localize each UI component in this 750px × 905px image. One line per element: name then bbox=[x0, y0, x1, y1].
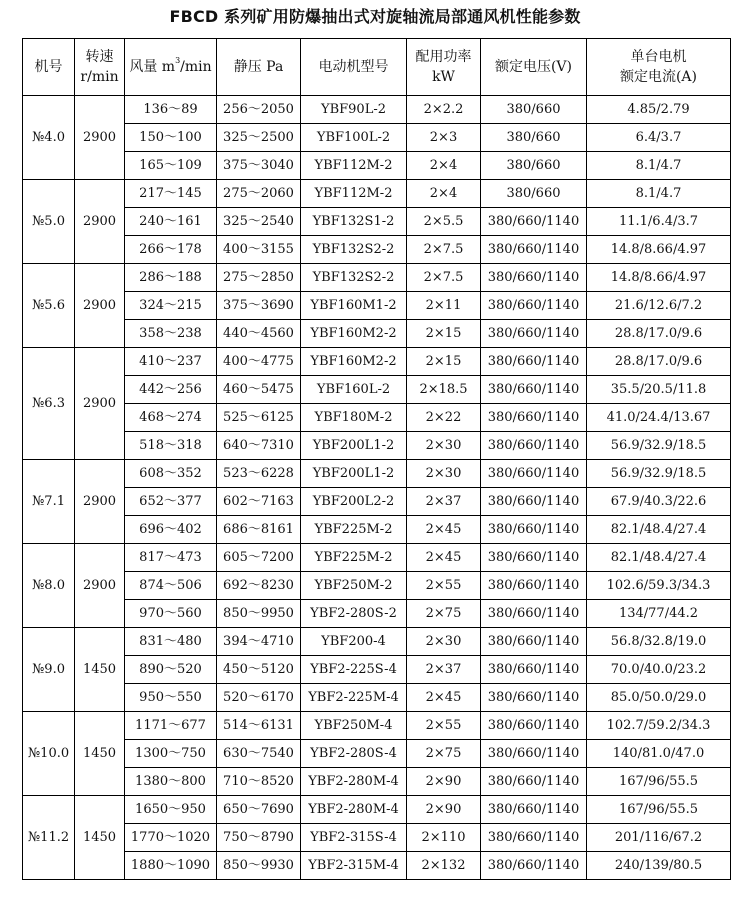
motor-cell: YBF200-4 bbox=[301, 628, 407, 656]
airflow-cell: 608～352 bbox=[125, 460, 217, 488]
motor-cell: YBF2-280M-4 bbox=[301, 768, 407, 796]
voltage-cell: 380/660/1140 bbox=[481, 460, 587, 488]
power-cell: 2×4 bbox=[407, 152, 481, 180]
voltage-cell: 380/660/1140 bbox=[481, 236, 587, 264]
power-cell: 2×75 bbox=[407, 740, 481, 768]
current-cell: 41.0/24.4/13.67 bbox=[587, 404, 731, 432]
table-body bbox=[23, 96, 731, 880]
motor-cell: YBF225M-2 bbox=[301, 544, 407, 572]
voltage-cell: 380/660/1140 bbox=[481, 320, 587, 348]
speed-cell: 2900 bbox=[75, 460, 125, 544]
airflow-cell: 890～520 bbox=[125, 656, 217, 684]
speed-cell: 2900 bbox=[75, 264, 125, 348]
pressure-cell: 630～7540 bbox=[217, 740, 301, 768]
voltage-cell: 380/660/1140 bbox=[481, 656, 587, 684]
table-row bbox=[23, 516, 731, 544]
table-row bbox=[23, 544, 731, 572]
power-cell: 2×45 bbox=[407, 684, 481, 712]
current-cell: 14.8/8.66/4.97 bbox=[587, 236, 731, 264]
motor-cell: YBF200L2-2 bbox=[301, 488, 407, 516]
voltage-cell: 380/660/1140 bbox=[481, 376, 587, 404]
table-row bbox=[23, 404, 731, 432]
fan-model-cell: №11.2 bbox=[23, 796, 75, 880]
motor-cell: YBF160M1-2 bbox=[301, 292, 407, 320]
table-row bbox=[23, 292, 731, 320]
voltage-cell: 380/660/1140 bbox=[481, 432, 587, 460]
current-cell: 82.1/48.4/27.4 bbox=[587, 516, 731, 544]
power-cell: 2×37 bbox=[407, 656, 481, 684]
airflow-cell: 970～560 bbox=[125, 600, 217, 628]
fan-model-cell: №5.0 bbox=[23, 180, 75, 264]
table-row bbox=[23, 152, 731, 180]
current-cell: 201/116/67.2 bbox=[587, 824, 731, 852]
current-cell: 85.0/50.0/29.0 bbox=[587, 684, 731, 712]
voltage-cell: 380/660/1140 bbox=[481, 852, 587, 880]
pressure-cell: 650～7690 bbox=[217, 796, 301, 824]
voltage-cell: 380/660/1140 bbox=[481, 628, 587, 656]
current-cell: 6.4/3.7 bbox=[587, 124, 731, 152]
table-row bbox=[23, 96, 731, 124]
airflow-cell: 518～318 bbox=[125, 432, 217, 460]
pressure-cell: 400～4775 bbox=[217, 348, 301, 376]
current-cell: 56.8/32.8/19.0 bbox=[587, 628, 731, 656]
airflow-cell: 652～377 bbox=[125, 488, 217, 516]
voltage-cell: 380/660/1140 bbox=[481, 824, 587, 852]
airflow-cell: 240～161 bbox=[125, 208, 217, 236]
power-cell: 2×45 bbox=[407, 544, 481, 572]
airflow-cell: 217～145 bbox=[125, 180, 217, 208]
speed-cell: 2900 bbox=[75, 348, 125, 460]
table-row bbox=[23, 740, 731, 768]
current-cell: 82.1/48.4/27.4 bbox=[587, 544, 731, 572]
airflow-cell: 468～274 bbox=[125, 404, 217, 432]
pressure-cell: 440～4560 bbox=[217, 320, 301, 348]
header-voltage: 额定电压(V) bbox=[481, 39, 587, 96]
airflow-cell: 165～109 bbox=[125, 152, 217, 180]
table-row bbox=[23, 824, 731, 852]
motor-cell: YBF2-280M-4 bbox=[301, 796, 407, 824]
voltage-cell: 380/660 bbox=[481, 152, 587, 180]
motor-cell: YBF112M-2 bbox=[301, 152, 407, 180]
airflow-cell: 696～402 bbox=[125, 516, 217, 544]
pressure-cell: 850～9930 bbox=[217, 852, 301, 880]
motor-cell: YBF200L1-2 bbox=[301, 432, 407, 460]
current-cell: 11.1/6.4/3.7 bbox=[587, 208, 731, 236]
voltage-cell: 380/660/1140 bbox=[481, 348, 587, 376]
power-cell: 2×55 bbox=[407, 712, 481, 740]
table-row bbox=[23, 432, 731, 460]
table-row bbox=[23, 488, 731, 516]
power-cell: 2×45 bbox=[407, 516, 481, 544]
motor-cell: YBF2-315S-4 bbox=[301, 824, 407, 852]
speed-cell: 2900 bbox=[75, 544, 125, 628]
voltage-cell: 380/660/1140 bbox=[481, 264, 587, 292]
voltage-cell: 380/660/1140 bbox=[481, 740, 587, 768]
speed-cell: 2900 bbox=[75, 180, 125, 264]
speed-cell: 1450 bbox=[75, 712, 125, 796]
header-power: 配用功率 kW bbox=[407, 39, 481, 96]
table-row bbox=[23, 656, 731, 684]
current-cell: 28.8/17.0/9.6 bbox=[587, 320, 731, 348]
current-cell: 167/96/55.5 bbox=[587, 768, 731, 796]
current-cell: 8.1/4.7 bbox=[587, 152, 731, 180]
motor-cell: YBF225M-2 bbox=[301, 516, 407, 544]
power-cell: 2×30 bbox=[407, 628, 481, 656]
motor-cell: YBF2-225S-4 bbox=[301, 656, 407, 684]
current-cell: 56.9/32.9/18.5 bbox=[587, 460, 731, 488]
voltage-cell: 380/660/1140 bbox=[481, 292, 587, 320]
power-cell: 2×5.5 bbox=[407, 208, 481, 236]
header-pressure: 静压 Pa bbox=[217, 39, 301, 96]
header-speed: 转速 r/min bbox=[75, 39, 125, 96]
voltage-cell: 380/660/1140 bbox=[481, 208, 587, 236]
header-motor: 电动机型号 bbox=[301, 39, 407, 96]
pressure-cell: 256～2050 bbox=[217, 96, 301, 124]
airflow-cell: 1380～800 bbox=[125, 768, 217, 796]
table-row bbox=[23, 628, 731, 656]
motor-cell: YBF100L-2 bbox=[301, 124, 407, 152]
motor-cell: YBF250M-2 bbox=[301, 572, 407, 600]
power-cell: 2×11 bbox=[407, 292, 481, 320]
current-cell: 28.8/17.0/9.6 bbox=[587, 348, 731, 376]
power-cell: 2×7.5 bbox=[407, 236, 481, 264]
motor-cell: YBF2-315M-4 bbox=[301, 852, 407, 880]
motor-cell: YBF180M-2 bbox=[301, 404, 407, 432]
motor-cell: YBF112M-2 bbox=[301, 180, 407, 208]
current-cell: 21.6/12.6/7.2 bbox=[587, 292, 731, 320]
power-cell: 2×55 bbox=[407, 572, 481, 600]
airflow-cell: 1880～1090 bbox=[125, 852, 217, 880]
table-row bbox=[23, 264, 731, 292]
table-row bbox=[23, 320, 731, 348]
current-cell: 56.9/32.9/18.5 bbox=[587, 432, 731, 460]
motor-cell: YBF250M-4 bbox=[301, 712, 407, 740]
document-title: FBCD 系列矿用防爆抽出式对旋轴流局部通风机性能参数 bbox=[169, 7, 581, 26]
airflow-cell: 442～256 bbox=[125, 376, 217, 404]
airflow-cell: 1171～677 bbox=[125, 712, 217, 740]
speed-cell: 1450 bbox=[75, 628, 125, 712]
header-airflow: 风量 $m^3/\min$ bbox=[125, 39, 217, 96]
power-cell: 2×22 bbox=[407, 404, 481, 432]
power-cell: 2×75 bbox=[407, 600, 481, 628]
voltage-cell: 380/660/1140 bbox=[481, 796, 587, 824]
header-current: 单台电机 额定电流(A) bbox=[587, 39, 731, 96]
power-cell: 2×3 bbox=[407, 124, 481, 152]
current-cell: 167/96/55.5 bbox=[587, 796, 731, 824]
current-cell: 134/77/44.2 bbox=[587, 600, 731, 628]
motor-cell: YBF132S1-2 bbox=[301, 208, 407, 236]
airflow-cell: 831～480 bbox=[125, 628, 217, 656]
motor-cell: YBF90L-2 bbox=[301, 96, 407, 124]
pressure-cell: 525～6125 bbox=[217, 404, 301, 432]
pressure-cell: 275～2060 bbox=[217, 180, 301, 208]
voltage-cell: 380/660 bbox=[481, 96, 587, 124]
current-cell: 70.0/40.0/23.2 bbox=[587, 656, 731, 684]
airflow-cell: 358～238 bbox=[125, 320, 217, 348]
table-row bbox=[23, 768, 731, 796]
voltage-cell: 380/660/1140 bbox=[481, 768, 587, 796]
voltage-cell: 380/660/1140 bbox=[481, 600, 587, 628]
voltage-cell: 380/660 bbox=[481, 124, 587, 152]
current-cell: 35.5/20.5/11.8 bbox=[587, 376, 731, 404]
pressure-cell: 275～2850 bbox=[217, 264, 301, 292]
table-row bbox=[23, 600, 731, 628]
current-cell: 102.7/59.2/34.3 bbox=[587, 712, 731, 740]
pressure-cell: 605～7200 bbox=[217, 544, 301, 572]
pressure-cell: 520～6170 bbox=[217, 684, 301, 712]
airflow-cell: 1650～950 bbox=[125, 796, 217, 824]
table-row bbox=[23, 460, 731, 488]
voltage-cell: 380/660/1140 bbox=[481, 712, 587, 740]
power-cell: 2×30 bbox=[407, 460, 481, 488]
power-cell: 2×90 bbox=[407, 796, 481, 824]
fan-model-cell: №9.0 bbox=[23, 628, 75, 712]
motor-cell: YBF2-225M-4 bbox=[301, 684, 407, 712]
motor-cell: YBF160M2-2 bbox=[301, 320, 407, 348]
airflow-cell: 286～188 bbox=[125, 264, 217, 292]
fan-model-cell: №7.1 bbox=[23, 460, 75, 544]
voltage-cell: 380/660/1140 bbox=[481, 572, 587, 600]
voltage-cell: 380/660/1140 bbox=[481, 516, 587, 544]
voltage-cell: 380/660/1140 bbox=[481, 684, 587, 712]
pressure-cell: 692～8230 bbox=[217, 572, 301, 600]
pressure-cell: 450～5120 bbox=[217, 656, 301, 684]
motor-cell: YBF132S2-2 bbox=[301, 264, 407, 292]
pressure-cell: 602～7163 bbox=[217, 488, 301, 516]
pressure-cell: 686～8161 bbox=[217, 516, 301, 544]
table-row bbox=[23, 712, 731, 740]
current-cell: 8.1/4.7 bbox=[587, 180, 731, 208]
power-cell: 2×4 bbox=[407, 180, 481, 208]
voltage-cell: 380/660/1140 bbox=[481, 488, 587, 516]
motor-cell: YBF200L1-2 bbox=[301, 460, 407, 488]
table-row bbox=[23, 348, 731, 376]
power-cell: 2×15 bbox=[407, 348, 481, 376]
airflow-cell: 266～178 bbox=[125, 236, 217, 264]
power-cell: 2×2.2 bbox=[407, 96, 481, 124]
table-row bbox=[23, 208, 731, 236]
airflow-cell: 150～100 bbox=[125, 124, 217, 152]
table-row bbox=[23, 180, 731, 208]
power-cell: 2×132 bbox=[407, 852, 481, 880]
fan-model-cell: №8.0 bbox=[23, 544, 75, 628]
voltage-cell: 380/660 bbox=[481, 180, 587, 208]
power-cell: 2×30 bbox=[407, 432, 481, 460]
current-cell: 240/139/80.5 bbox=[587, 852, 731, 880]
power-cell: 2×90 bbox=[407, 768, 481, 796]
airflow-cell: 874～506 bbox=[125, 572, 217, 600]
header-model: 机号 bbox=[23, 39, 75, 96]
pressure-cell: 375～3690 bbox=[217, 292, 301, 320]
voltage-cell: 380/660/1140 bbox=[481, 404, 587, 432]
header-row bbox=[23, 39, 731, 96]
pressure-cell: 375～3040 bbox=[217, 152, 301, 180]
current-cell: 4.85/2.79 bbox=[587, 96, 731, 124]
current-cell: 102.6/59.3/34.3 bbox=[587, 572, 731, 600]
pressure-cell: 750～8790 bbox=[217, 824, 301, 852]
pressure-cell: 394～4710 bbox=[217, 628, 301, 656]
pressure-cell: 514～6131 bbox=[217, 712, 301, 740]
pressure-cell: 850～9950 bbox=[217, 600, 301, 628]
pressure-cell: 325～2540 bbox=[217, 208, 301, 236]
fan-model-cell: №4.0 bbox=[23, 96, 75, 180]
airflow-cell: 1300～750 bbox=[125, 740, 217, 768]
airflow-cell: 817～473 bbox=[125, 544, 217, 572]
current-cell: 14.8/8.66/4.97 bbox=[587, 264, 731, 292]
power-cell: 2×18.5 bbox=[407, 376, 481, 404]
motor-cell: YBF2-280S-4 bbox=[301, 740, 407, 768]
airflow-cell: 136～89 bbox=[125, 96, 217, 124]
airflow-cell: 324～215 bbox=[125, 292, 217, 320]
motor-cell: YBF2-280S-2 bbox=[301, 600, 407, 628]
table-row bbox=[23, 572, 731, 600]
pressure-cell: 325～2500 bbox=[217, 124, 301, 152]
speed-cell: 1450 bbox=[75, 796, 125, 880]
airflow-cell: 950～550 bbox=[125, 684, 217, 712]
current-cell: 140/81.0/47.0 bbox=[587, 740, 731, 768]
power-cell: 2×7.5 bbox=[407, 264, 481, 292]
fan-model-cell: №5.6 bbox=[23, 264, 75, 348]
current-cell: 67.9/40.3/22.6 bbox=[587, 488, 731, 516]
pressure-cell: 640～7310 bbox=[217, 432, 301, 460]
motor-cell: YBF132S2-2 bbox=[301, 236, 407, 264]
fan-performance-table bbox=[22, 38, 731, 880]
motor-cell: YBF160M2-2 bbox=[301, 348, 407, 376]
table-row bbox=[23, 124, 731, 152]
speed-cell: 2900 bbox=[75, 96, 125, 180]
table-row bbox=[23, 236, 731, 264]
pressure-cell: 710～8520 bbox=[217, 768, 301, 796]
pressure-cell: 523～6228 bbox=[217, 460, 301, 488]
power-cell: 2×37 bbox=[407, 488, 481, 516]
fan-model-cell: №10.0 bbox=[23, 712, 75, 796]
voltage-cell: 380/660/1140 bbox=[481, 544, 587, 572]
fan-model-cell: №6.3 bbox=[23, 348, 75, 460]
motor-cell: YBF160L-2 bbox=[301, 376, 407, 404]
table-row bbox=[23, 684, 731, 712]
table-row bbox=[23, 796, 731, 824]
pressure-cell: 460～5475 bbox=[217, 376, 301, 404]
power-cell: 2×110 bbox=[407, 824, 481, 852]
table-row bbox=[23, 376, 731, 404]
table-row bbox=[23, 852, 731, 880]
pressure-cell: 400～3155 bbox=[217, 236, 301, 264]
airflow-cell: 1770～1020 bbox=[125, 824, 217, 852]
airflow-cell: 410～237 bbox=[125, 348, 217, 376]
power-cell: 2×15 bbox=[407, 320, 481, 348]
